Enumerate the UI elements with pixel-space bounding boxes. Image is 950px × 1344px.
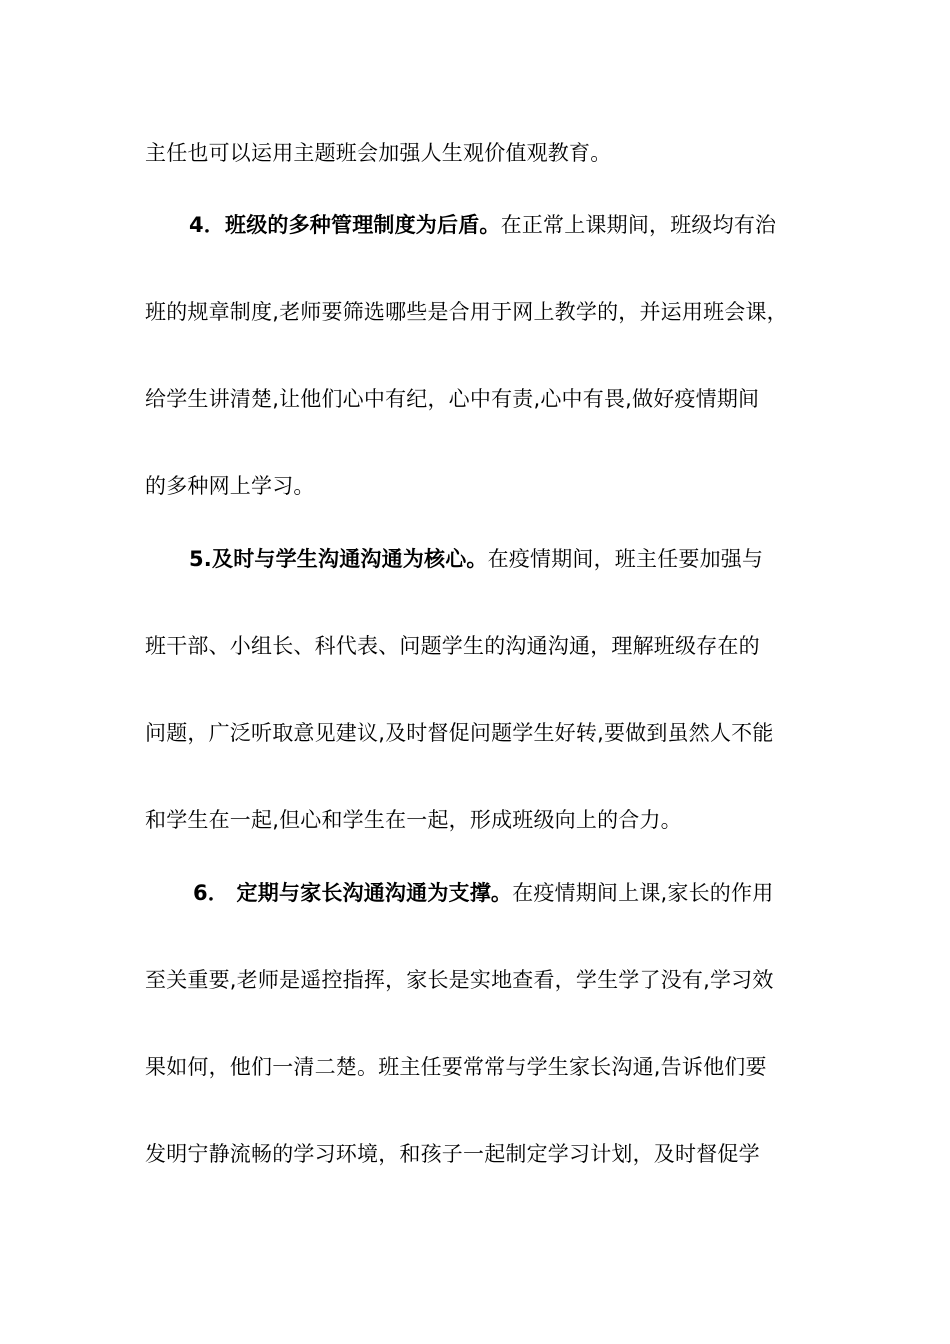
text-line-1 [145, 138, 825, 168]
text-line-12 [145, 1052, 825, 1082]
line-text: 问题，广泛听取意见建议,及时督促问题学生好转,要做到虽然人不能 [145, 721, 774, 745]
text-line-10 [193, 878, 873, 908]
text-line-9 [145, 805, 825, 835]
text-line-8 [145, 718, 825, 748]
line-text: 果如何，他们一清二楚。班主任要常常与学生家长沟通,告诉他们要 [145, 1055, 767, 1079]
line-text: 主任也可以运用主题班会加强人生观价值观教育。 [145, 141, 612, 165]
line-text: 在正常上课期间，班级均有治 [500, 213, 777, 237]
text-line-5 [145, 471, 825, 501]
line-text: 的多种网上学习。 [145, 474, 315, 498]
text-line-6 [189, 544, 869, 574]
line-text: 在疫情期间，班主任要加强与 [487, 547, 764, 571]
text-line-3 [145, 297, 825, 327]
section-heading-6: 6． 定期与家长沟通沟通为支撑。 [193, 881, 513, 905]
section-heading-4: 4．班级的多种管理制度为后盾。 [189, 213, 501, 237]
line-text: 班干部、小组长、科代表、问题学生的沟通沟通，理解班级存在的 [145, 634, 760, 658]
line-text: 发明宁静流畅的学习环境，和孩子一起制定学习计划，及时督促学 [145, 1142, 760, 1166]
line-text: 和学生在一起,但心和学生在一起，形成班级向上的合力。 [145, 808, 682, 832]
section-heading-5: 5.及时与学生沟通沟通为核心。 [189, 547, 488, 571]
text-line-2 [189, 210, 869, 240]
text-line-13 [145, 1139, 825, 1169]
line-text: 至关重要,老师是遥控指挥，家长是实地查看，学生学了没有,学习效 [145, 968, 774, 992]
text-line-4 [145, 384, 825, 414]
text-line-7 [145, 631, 825, 661]
line-text: 给学生讲清楚,让他们心中有纪，心中有责,心中有畏,做好疫情期间 [145, 387, 760, 411]
line-text: 在疫情期间上课,家长的作用 [512, 881, 774, 905]
line-text: 班的规章制度,老师要筛选哪些是合用于网上教学的，并运用班会课， [145, 300, 788, 324]
text-line-11 [145, 965, 825, 995]
